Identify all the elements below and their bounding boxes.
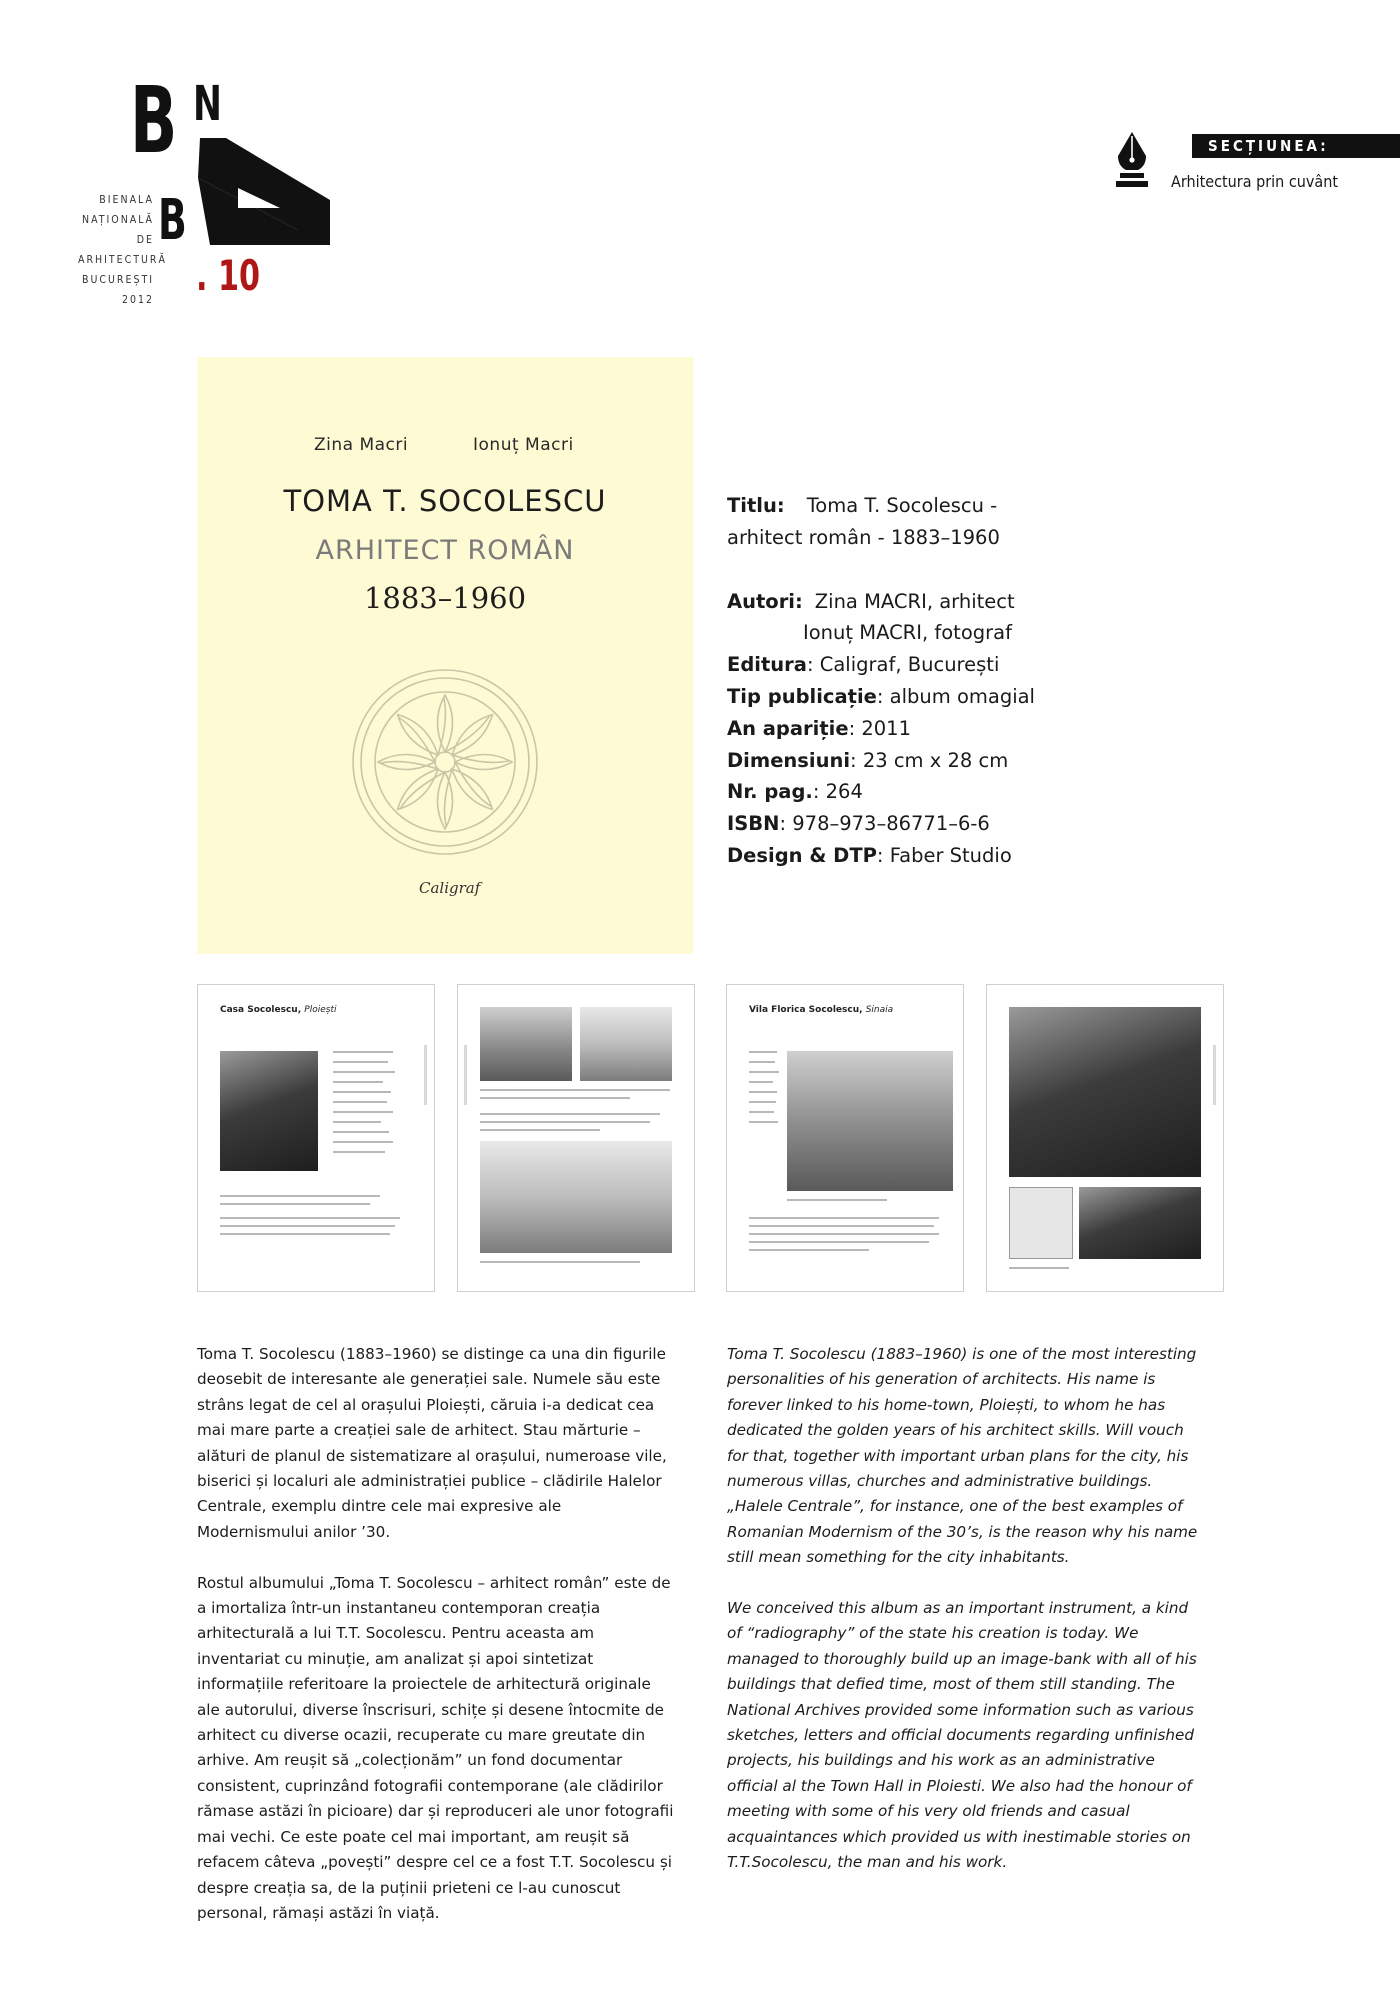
cover-title: TOMA T. SOCOLESCU bbox=[283, 484, 607, 518]
info-type-label: Tip publicație bbox=[727, 684, 877, 708]
book-cover bbox=[197, 357, 693, 954]
spread-page-halele-centrale bbox=[457, 984, 695, 1292]
logo-subtitle-line: ARHITECTURĂ bbox=[78, 254, 167, 266]
info-design-label: Design & DTP bbox=[727, 843, 877, 867]
info-isbn-value: 978–973–86771–6-6 bbox=[792, 812, 990, 836]
cover-author-2: Ionuț Macri bbox=[473, 435, 574, 455]
info-author-1: Zina MACRI, arhitect bbox=[814, 589, 1015, 613]
logo-edition: . 10 bbox=[196, 251, 261, 300]
info-title-label: Titlu bbox=[727, 494, 777, 517]
text-english bbox=[727, 1342, 1207, 1901]
logo-subtitle-line: NAȚIONALĂ bbox=[82, 214, 154, 226]
info-authors-label: Autori: bbox=[727, 589, 803, 613]
spread-page-vila-florica bbox=[726, 984, 964, 1292]
spread-photo bbox=[1079, 1187, 1201, 1259]
rosette-ornament-icon bbox=[350, 667, 540, 857]
spread-floor-plan bbox=[1009, 1187, 1073, 1259]
spread-photo bbox=[787, 1051, 953, 1191]
spread-page-vila-florica-photos bbox=[986, 984, 1224, 1292]
info-publisher-label: Editura bbox=[727, 653, 807, 677]
logo-subtitle-line: BUCUREȘTI bbox=[82, 274, 154, 286]
info-isbn-label: ISBN bbox=[727, 812, 780, 836]
section-label: SECȚIUNEA: bbox=[1208, 137, 1329, 155]
info-publisher-value: Caligraf, București bbox=[819, 653, 1000, 677]
text-romanian bbox=[197, 1342, 677, 1952]
logo-letter-n: N bbox=[193, 76, 222, 132]
spread-page-title: Vila Florica Socolescu, bbox=[749, 1005, 863, 1015]
info-pages-value: 264 bbox=[825, 780, 863, 804]
spread-photo bbox=[1009, 1007, 1201, 1177]
cover-author-1: Zina Macri bbox=[314, 435, 409, 455]
spread-photo bbox=[480, 1141, 672, 1253]
logo-subtitle bbox=[78, 190, 167, 310]
text-en-paragraph-2: We conceived this album as an important instrument, a kind of “radiography” of the state his creation is today. We managed to thoroughly build up an image-bank with all of his buildings that defied time, most of them still standing. The National Archives provided some information such as various sketches, letters and official documents regarding unfinished projects, his buildings and his work as an administrative official al the Town Hall in Ploiesti. We also had the honour of meeting with some of his very old friends and casual acquaintances which provided us with inestimable stories on T.T.Socolescu, the man and his work. bbox=[727, 1599, 1197, 1872]
info-author-2: Ionuț MACRI, fotograf bbox=[803, 621, 1012, 645]
book-info: Titlu: Toma T. Socolescu - arhitect român - 1883–1960 Autori: Zina MACRI, arhitect Ionuț MACRI, fotograf Editura: Caligraf, București Tip publicație: album omagial An apariție: 2011 Dimensiuni: 23 cm x 28 cm Nr. pag.: 264 ISBN: 978–973–86771–6-6 Design & DTP: Faber Studio bbox=[727, 490, 1287, 872]
spread-photo bbox=[220, 1051, 318, 1171]
cover-subtitle: ARHITECT ROMÂN bbox=[315, 535, 575, 566]
info-pages-label: Nr. pag. bbox=[727, 780, 813, 804]
logo-subtitle-line: BIENALA bbox=[99, 194, 154, 206]
text-ro-paragraph-1: Toma T. Socolescu (1883–1960) se distinge ca una din figurile deosebit de interesante ale generației sale. Numele său este strâns legat de cel al orașului Ploiești, căruia i-a dedicat cea mai mare parte a creației sale de arhitect. Stau mărturie – alături de planul de sistematizare al orașului, numeroase vile, biserici și localuri ale administrației publice – clădirile Halelor Centrale, exemplu dintre cele mai expresive ale Modernismului anilor ’30. bbox=[197, 1345, 667, 1541]
logo-letter-b-top: B bbox=[130, 67, 176, 174]
logo-subtitle-line: 2012 bbox=[121, 294, 154, 306]
info-design-value: Faber Studio bbox=[889, 843, 1012, 867]
cover-years: 1883–1960 bbox=[363, 581, 527, 615]
info-size-value: 23 cm x 28 cm bbox=[862, 748, 1009, 772]
spread-photo bbox=[580, 1007, 672, 1081]
info-year-value: 2011 bbox=[861, 716, 911, 740]
logo-letter-b-bottom: B bbox=[158, 188, 187, 253]
info-type-value: album omagial bbox=[889, 684, 1035, 708]
info-year-label: An apariție bbox=[727, 716, 849, 740]
cover-publisher: Caligraf bbox=[419, 879, 481, 897]
info-title-value: Toma T. Socolescu - bbox=[806, 494, 998, 517]
spread-page-place: Ploiești bbox=[304, 1005, 337, 1015]
fountain-pen-icon bbox=[1112, 130, 1152, 190]
spread-page-title: Casa Socolescu, bbox=[220, 1005, 302, 1015]
logo-triangle-a-icon bbox=[180, 130, 330, 270]
text-en-paragraph-1: Toma T. Socolescu (1883–1960) is one of the most interesting personalities of his generation of architects. His name is forever linked to his home-town, Ploiești, to whom he has dedicated the golden years of his architect skills. Will vouch for that, together with important urban plans for the city, his numerous villas, churches and administrative buildings. „Halele Centrale”, for instance, one of the best examples of Romanian Modernism of the 30’s, is the reason why his name still mean something for the city inhabitants. bbox=[727, 1345, 1198, 1567]
info-title-value-2: arhitect român - 1883–1960 bbox=[727, 525, 1000, 549]
spread-photo bbox=[480, 1007, 572, 1081]
spread-page-place: Sinaia bbox=[865, 1005, 894, 1015]
bnab-logo bbox=[78, 67, 338, 335]
logo-subtitle-line: DE bbox=[136, 234, 154, 246]
info-size-label: Dimensiuni bbox=[727, 748, 851, 772]
spread-page-casa-socolescu bbox=[197, 984, 435, 1292]
text-ro-paragraph-2: Rostul albumului „Toma T. Socolescu – arhitect român” este de a imortaliza într-un instantaneu contemporan creația arhitecturală a lui T.T. Socolescu. Pentru aceasta am inventariat cu minuție, am analizat și apoi sintetizat informațiile referitoare la proiectele de arhitectură originale ale autorului, diverse înscrisuri, schițe și desene întocmite de arhitect cu diverse ocazii, recuperate cu mare greutate din arhive. Am reușit să „colecționăm” un fond documentar consistent, cuprinzând fotografii contemporane (ale clădirilor rămase astăzi în picioare) dar și reproduceri ale unor fotografii mai vechi. Ce este poate cel mai important, am reușit să refacem câteva „povești” despre cel ce a fost T.T. Socolescu și despre creația sa, de la puținii prieteni ce l-au cunoscut personal, rămași astăzi în viață. bbox=[197, 1573, 674, 1922]
section-value: Arhitectura prin cuvânt bbox=[1171, 172, 1338, 191]
